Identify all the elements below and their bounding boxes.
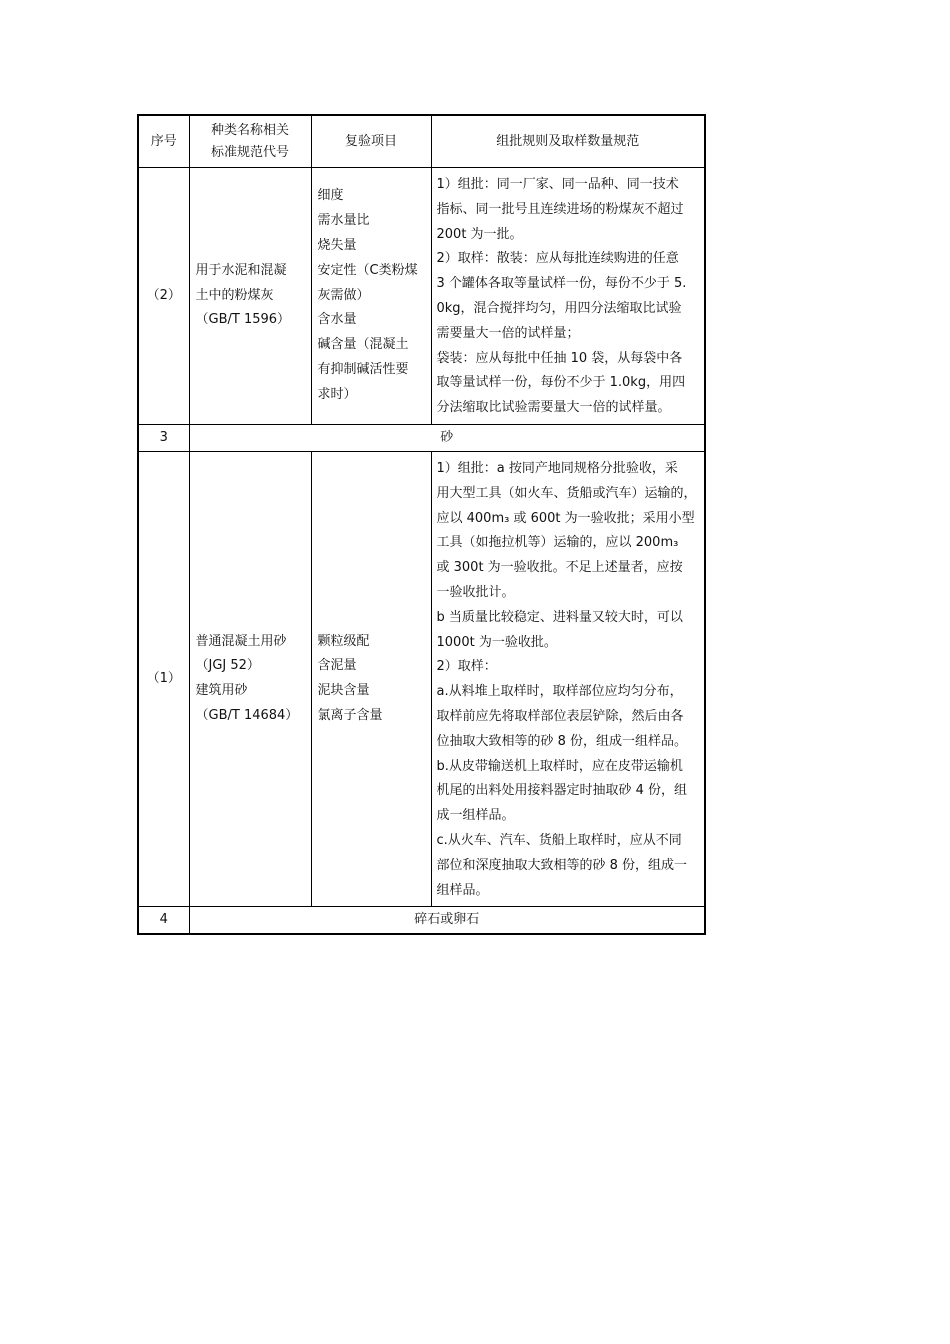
header-name-line: 标准规范代号 xyxy=(210,144,289,160)
test-item: 安定性（C类粉煤 xyxy=(317,262,418,278)
rule-line: b 当质量比较稳定、进料量又较大时，可以 xyxy=(436,609,683,625)
row-items xyxy=(311,168,431,425)
rule-line: 2）取样： xyxy=(436,659,497,675)
test-item: 细度 xyxy=(317,188,344,204)
header-name-line: 种类名称相关 xyxy=(210,122,289,138)
rule-line: 指标、同一批号且连续进场的粉煤灰不超过 xyxy=(436,201,684,217)
rule-line: 部位和深度抽取大致相等的砂 8 份，组成一 xyxy=(436,857,688,873)
test-item: 需水量比 xyxy=(317,213,370,229)
rule-line: 工具（如拖拉机等）运输的，应以 200m₃ xyxy=(436,535,679,551)
section-row-sand xyxy=(138,424,705,451)
rule-line: 或 300t 为一验收批。不足上述量者，应按 xyxy=(436,560,683,576)
rule-line: 需要量大一倍的试样量； xyxy=(436,325,580,341)
table-header-row xyxy=(138,115,705,168)
rule-line: 200t 为一批。 xyxy=(436,226,523,242)
rule-line: 0kg，混合搅拌均匀，用四分法缩取比试验 xyxy=(436,300,682,316)
row-no: （1） xyxy=(138,451,189,906)
section-title: 砂 xyxy=(189,424,705,451)
name-line: （GB/T 1596） xyxy=(195,312,291,328)
test-item: 含泥量 xyxy=(317,658,357,674)
rule-line: 机尾的出料处用接料器定时抽取砂 4 份，组 xyxy=(436,783,688,799)
row-name xyxy=(189,451,311,906)
section-row-stone xyxy=(138,907,705,935)
rule-line: 2）取样：散装：应从每批连续购进的任意 xyxy=(436,251,679,267)
rule-line: c.从火车、汽车、货船上取样时，应从不同 xyxy=(436,832,682,848)
name-line: 普通混凝土用砂 xyxy=(195,633,287,649)
row-rules xyxy=(431,451,705,906)
table-row-fly-ash xyxy=(138,168,705,425)
section-no: 3 xyxy=(138,424,189,451)
test-item: 氯离子含量 xyxy=(317,707,383,723)
row-rules xyxy=(431,168,705,425)
name-line: 用于水泥和混凝 xyxy=(195,262,287,278)
test-item: 碱含量（混凝土 xyxy=(317,337,409,353)
row-items xyxy=(311,451,431,906)
rule-line: 取等量试样一份，每份不少于 1.0kg，用四 xyxy=(436,375,686,391)
header-no: 序号 xyxy=(138,115,189,168)
rule-line: 位抽取大致相等的砂 8 份，组成一组样品。 xyxy=(436,733,688,749)
rule-line: 袋装：应从每批中任抽 10 袋，从每袋中各 xyxy=(436,350,683,366)
section-no: 4 xyxy=(138,907,189,935)
name-line: （JGJ 52） xyxy=(195,658,260,674)
header-name xyxy=(189,115,311,168)
table-row-sand xyxy=(138,451,705,906)
rule-line: 一验收批计。 xyxy=(436,584,515,600)
row-no: （2） xyxy=(138,168,189,425)
name-line: 土中的粉煤灰 xyxy=(195,287,274,303)
rule-line: 用大型工具（如火车、货船或汽车）运输的， xyxy=(436,485,697,501)
rule-line: 1）组批：同一厂家、同一品种、同一技术 xyxy=(436,177,679,192)
test-item: 烧失量 xyxy=(317,237,357,253)
name-line: 建筑用砂 xyxy=(195,683,248,699)
test-item: 求时） xyxy=(317,386,357,402)
test-item: 含水量 xyxy=(317,312,357,328)
header-rules: 组批规则及取样数量规范 xyxy=(431,115,705,168)
rule-line: 取样前应先将取样部位表层铲除，然后由各 xyxy=(436,708,684,724)
test-item: 泥块含量 xyxy=(317,683,370,699)
section-title: 碎石或卵石 xyxy=(189,907,705,935)
rule-line: a.从料堆上取样时，取样部位应均匀分布， xyxy=(436,684,683,700)
rule-line: 组样品。 xyxy=(436,882,489,898)
test-item: 有抑制碱活性要 xyxy=(317,361,409,377)
rule-line: 成一组样品。 xyxy=(436,808,515,824)
row-name xyxy=(189,168,311,425)
test-item: 灰需做） xyxy=(317,287,370,303)
specification-table xyxy=(137,114,706,935)
rule-line: 分法缩取比试验需要量大一倍的试样量。 xyxy=(436,400,671,416)
name-line: （GB/T 14684） xyxy=(195,707,299,723)
rule-line: 1）组批：a 按同产地同规格分批验收，采 xyxy=(436,460,678,476)
test-item: 颗粒级配 xyxy=(317,633,370,649)
rule-line: 应以 400m₃ 或 600t 为一验收批；采用小型 xyxy=(436,510,695,526)
header-items: 复验项目 xyxy=(311,115,431,168)
rule-line: 1000t 为一验收批。 xyxy=(436,634,557,650)
rule-line: 3 个罐体各取等量试样一份，每份不少于 5. xyxy=(436,276,687,292)
rule-line: b.从皮带输送机上取样时，应在皮带运输机 xyxy=(436,758,683,774)
